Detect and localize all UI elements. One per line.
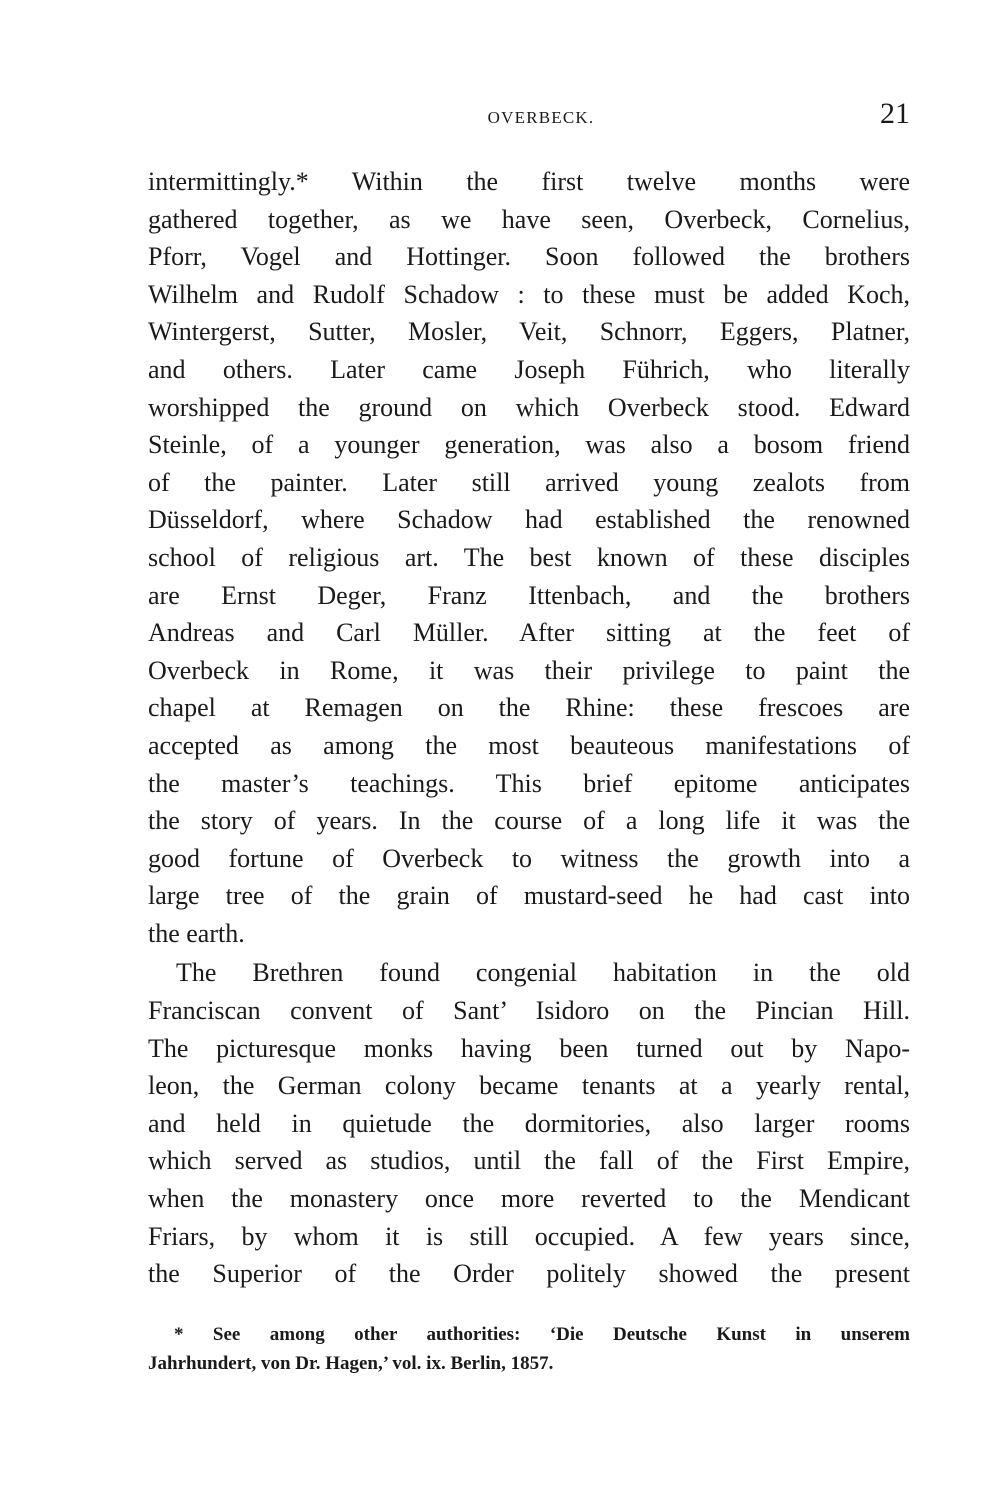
text-line: Pforr, Vogel and Hottinger. Soon followed the brothers	[148, 242, 910, 272]
text-line: the earth.	[148, 918, 245, 948]
text-line: chapel at Remagen on the Rhine: these frescoes are	[148, 693, 910, 723]
body-text	[148, 163, 910, 1293]
text-line: intermittingly.* Within the first twelve months were	[148, 167, 910, 196]
text-line: Düsseldorf, where Schadow had established the renowned	[148, 505, 910, 535]
footnote	[148, 1320, 910, 1378]
running-title: OVERBECK.	[487, 108, 595, 127]
footnote-line: * See among other authorities: ‘Die Deutsche Kunst in unserem	[174, 1324, 910, 1345]
text-line: accepted as among the most beauteous manifestations of	[148, 730, 910, 760]
text-line: large tree of the grain of mustard-seed he had cast into	[148, 881, 910, 911]
text-line: Wilhelm and Rudolf Schadow : to these must be added Koch,	[148, 279, 910, 309]
text-line: Friars, by whom it is still occupied. A few years since,	[148, 1221, 910, 1251]
text-line: the master’s teachings. This brief epitome anticipates	[148, 768, 910, 798]
text-line: gathered together, as we have seen, Overbeck, Cornelius,	[148, 204, 910, 234]
text-line: The picturesque monks having been turned out by Napo-	[148, 1033, 910, 1063]
text-line: Andreas and Carl Müller. After sitting at the feet of	[148, 618, 910, 648]
text-line: good fortune of Overbeck to witness the growth into a	[148, 843, 910, 873]
text-line: worshipped the ground on which Overbeck stood. Edward	[148, 392, 910, 422]
text-line: leon, the German colony became tenants at a yearly rental,	[148, 1071, 910, 1101]
text-line: school of religious art. The best known of these disciples	[148, 542, 910, 572]
text-line: and held in quietude the dormitories, also larger rooms	[148, 1108, 910, 1138]
text-line: Wintergerst, Sutter, Mosler, Veit, Schnorr, Eggers, Platner,	[148, 317, 910, 347]
running-head	[148, 96, 910, 136]
text-line: the Superior of the Order politely showed the present	[148, 1259, 910, 1289]
text-line: when the monastery once more reverted to the Mendicant	[148, 1184, 910, 1214]
text-line: are Ernst Deger, Franz Ittenbach, and the brothers	[148, 580, 910, 610]
text-line: The Brethren found congenial habitation in the old	[176, 958, 910, 988]
text-line: of the painter. Later still arrived young zealots from	[148, 467, 910, 497]
text-line: Franciscan convent of Sant’ Isidoro on the Pincian Hill.	[148, 996, 910, 1026]
text-line: Steinle, of a younger generation, was also a bosom friend	[148, 430, 910, 460]
text-line: which served as studios, until the fall of the First Empire,	[148, 1146, 910, 1176]
footnote-line: Jahrhundert, von Dr. Hagen,’ vol. ix. Berlin, 1857.	[148, 1353, 554, 1374]
text-line: Overbeck in Rome, it was their privilege to paint the	[148, 655, 910, 685]
text-line: the story of years. In the course of a long life it was the	[148, 806, 910, 836]
page-number: 21	[880, 97, 910, 130]
text-line: and others. Later came Joseph Führich, who literally	[148, 354, 910, 384]
